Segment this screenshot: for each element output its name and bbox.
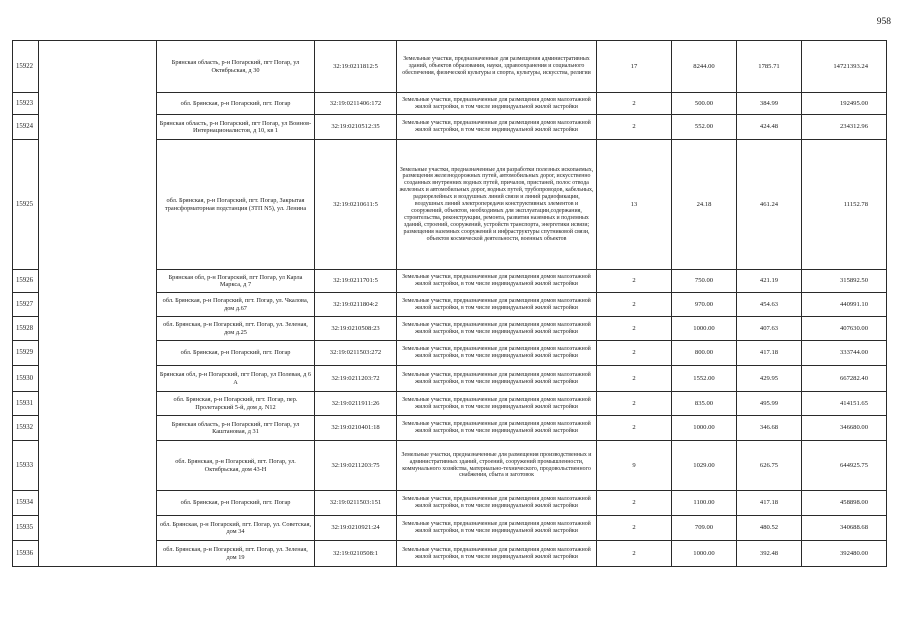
record-number: 15924	[13, 115, 39, 140]
address-cell: обл. Брянская, р-н Погарский, пгт. Погар, ул. Октябрьская, дом 43-Н	[157, 441, 315, 491]
gap-cell	[39, 441, 157, 491]
area-cell: 1029.00	[672, 441, 737, 491]
cadastral-number-cell: 32:19:0211203:75	[315, 441, 397, 491]
record-number: 15934	[13, 491, 39, 516]
cadastral-value-cell: 11152.78	[802, 140, 887, 270]
record-number: 15923	[13, 93, 39, 115]
land-use-cell: Земельные участки, предназначенные для размещения административных зданий, объектов образования, науки, здравоохранения и социального обеспечения, физической культуры и спорта, культуры, искусства, религии	[397, 41, 597, 93]
address-cell: обл. Брянская, р-н Погарский, пгт. Погар	[157, 341, 315, 366]
cadastral-value-cell: 340688.68	[802, 516, 887, 541]
cadastral-value-cell: 333744.00	[802, 341, 887, 366]
area-cell: 709.00	[672, 516, 737, 541]
use-group-cell: 17	[597, 41, 672, 93]
cadastral-number-cell: 32:19:0211812:5	[315, 41, 397, 93]
gap-cell	[39, 516, 157, 541]
cadastral-number-cell: 32:19:0211701:5	[315, 270, 397, 293]
use-group-cell: 2	[597, 270, 672, 293]
record-number: 15930	[13, 366, 39, 392]
table-row	[13, 366, 887, 392]
address-cell: обл. Брянская, р-н Погарский, пгт. Погар, Закрытая трансформаторная подстанция (ЗТП N5), ул. Ленина	[157, 140, 315, 270]
land-use-cell: Земельные участки, предназначенные для размещения домов малоэтажной жилой застройки, в том числе индивидуальной жилой застройки	[397, 115, 597, 140]
cadastral-value-cell: 346680.00	[802, 416, 887, 441]
table-row	[13, 392, 887, 416]
table-row	[13, 93, 887, 115]
specific-value-cell: 429.95	[737, 366, 802, 392]
use-group-cell: 2	[597, 541, 672, 567]
record-number: 15931	[13, 392, 39, 416]
land-use-cell: Земельные участки, предназначенные для размещения домов малоэтажной жилой застройки, в том числе индивидуальной жилой застройки	[397, 392, 597, 416]
gap-cell	[39, 115, 157, 140]
land-use-cell: Земельные участки, предназначенные для размещения домов малоэтажной жилой застройки, в том числе индивидуальной жилой застройки	[397, 516, 597, 541]
use-group-cell: 2	[597, 516, 672, 541]
table-row	[13, 491, 887, 516]
record-number: 15925	[13, 140, 39, 270]
specific-value-cell: 454.63	[737, 293, 802, 317]
use-group-cell: 2	[597, 293, 672, 317]
table-row	[13, 270, 887, 293]
area-cell: 835.00	[672, 392, 737, 416]
cadastral-value-cell: 458898.00	[802, 491, 887, 516]
cadastral-number-cell: 32:19:0210508:23	[315, 317, 397, 341]
gap-cell	[39, 93, 157, 115]
land-use-cell: Земельные участки, предназначенные для размещения домов малоэтажной жилой застройки, в том числе индивидуальной жилой застройки	[397, 341, 597, 366]
land-use-cell: Земельные участки, предназначенные для разработки полезных ископаемых, размещения железнодорожных путей, автомобильных дорог, искусственно созданных внутренних водных путей, причалов, пристаней, полос отвода железных и автомобильных дорог, водных путей, трубопроводов, кабельных, радиорелейных и воздушных линий связи и линий радиофикации, воздушных линий электропередачи конструктивных элементов и сооружений, объектов, необходимых для эксплуатации,содержания, строительства, реконструкции, ремонта, развития наземных и подземных зданий, строений, сооружений, устройств транспорта, энергетики исвязи; размещения наземных сооружений и инфраструктуры спутниковой связи, объектов космической деятельности, военных объектов	[397, 140, 597, 270]
gap-cell	[39, 541, 157, 567]
record-number: 15935	[13, 516, 39, 541]
area-cell: 970.00	[672, 293, 737, 317]
cadastral-number-cell: 32:19:0210508:1	[315, 541, 397, 567]
specific-value-cell: 384.99	[737, 93, 802, 115]
specific-value-cell: 417.18	[737, 491, 802, 516]
area-cell: 1000.00	[672, 416, 737, 441]
cadastral-value-cell: 644925.75	[802, 441, 887, 491]
area-cell: 500.00	[672, 93, 737, 115]
cadastral-register-table	[12, 40, 887, 567]
table-row	[13, 341, 887, 366]
address-cell: Брянская обл, р-н Погарский, пгт Погар, ул Карла Маркса, д 7	[157, 270, 315, 293]
land-use-cell: Земельные участки, предназначенные для размещения домов малоэтажной жилой застройки, в том числе индивидуальной жилой застройки	[397, 270, 597, 293]
record-number: 15933	[13, 441, 39, 491]
gap-cell	[39, 41, 157, 93]
specific-value-cell: 392.48	[737, 541, 802, 567]
use-group-cell: 2	[597, 341, 672, 366]
use-group-cell: 9	[597, 441, 672, 491]
area-cell: 1100.00	[672, 491, 737, 516]
area-cell: 1552.00	[672, 366, 737, 392]
area-cell: 552.00	[672, 115, 737, 140]
cadastral-value-cell: 392480.00	[802, 541, 887, 567]
gap-cell	[39, 317, 157, 341]
land-use-cell: Земельные участки, предназначенные для размещения производственных и административных зданий, строений, сооружений промышленности, коммунального хозяйства, материально-технического, продовольственного снабжения, сбыта и заготовок	[397, 441, 597, 491]
address-cell: обл. Брянская, р-н Погарский, пгт. Погар, ул. Зеленая, дом 19	[157, 541, 315, 567]
use-group-cell: 2	[597, 366, 672, 392]
table-row	[13, 541, 887, 567]
address-cell: обл. Брянская, р-н Погарский, пгт. Погар, ул. Советская, дом 34	[157, 516, 315, 541]
cadastral-number-cell: 32:19:0211804:2	[315, 293, 397, 317]
record-number: 15932	[13, 416, 39, 441]
use-group-cell: 2	[597, 93, 672, 115]
table-row	[13, 516, 887, 541]
land-use-cell: Земельные участки, предназначенные для размещения домов малоэтажной жилой застройки, в том числе индивидуальной жилой застройки	[397, 491, 597, 516]
gap-cell	[39, 491, 157, 516]
gap-cell	[39, 392, 157, 416]
gap-cell	[39, 293, 157, 317]
table-row	[13, 441, 887, 491]
area-cell: 8244.00	[672, 41, 737, 93]
area-cell: 750.00	[672, 270, 737, 293]
land-use-cell: Земельные участки, предназначенные для размещения домов малоэтажной жилой застройки, в том числе индивидуальной жилой застройки	[397, 317, 597, 341]
address-cell: обл. Брянская, р-н Погарский, пгт. Погар, ул. Чкалова, дом д.67	[157, 293, 315, 317]
cadastral-number-cell: 32:19:0211406:172	[315, 93, 397, 115]
record-number: 15926	[13, 270, 39, 293]
address-cell: Брянская область, р-н Погарский, пгт Погар, ул Каштановая, д 31	[157, 416, 315, 441]
cadastral-number-cell: 32:19:0210512:35	[315, 115, 397, 140]
land-use-cell: Земельные участки, предназначенные для размещения домов малоэтажной жилой застройки, в том числе индивидуальной жилой застройки	[397, 416, 597, 441]
record-number: 15927	[13, 293, 39, 317]
cadastral-value-cell: 192495.00	[802, 93, 887, 115]
page-number: 958	[876, 17, 891, 27]
table-row	[13, 115, 887, 140]
area-cell: 24.18	[672, 140, 737, 270]
cadastral-number-cell: 32:19:0211503:272	[315, 341, 397, 366]
cadastral-value-cell: 440991.10	[802, 293, 887, 317]
address-cell: обл. Брянская, р-н Погарский, пгт. Погар	[157, 491, 315, 516]
cadastral-value-cell: 234312.96	[802, 115, 887, 140]
specific-value-cell: 424.48	[737, 115, 802, 140]
cadastral-number-cell: 32:19:0211911:26	[315, 392, 397, 416]
use-group-cell: 2	[597, 317, 672, 341]
table-row	[13, 317, 887, 341]
cadastral-value-cell: 414151.65	[802, 392, 887, 416]
specific-value-cell: 626.75	[737, 441, 802, 491]
cadastral-value-cell: 315892.50	[802, 270, 887, 293]
specific-value-cell: 495.99	[737, 392, 802, 416]
table-row	[13, 416, 887, 441]
address-cell: обл. Брянская, р-н Погарский, пгт. Погар, пер. Пролетарский 5-й, дом д. N12	[157, 392, 315, 416]
gap-cell	[39, 270, 157, 293]
record-number: 15928	[13, 317, 39, 341]
cadastral-number-cell: 32:19:0210921:24	[315, 516, 397, 541]
table-row	[13, 140, 887, 270]
address-cell: Брянская область, р-н Погарский, пгт Погар, ул Воинов-Интернационалистов, д 10, кв 1	[157, 115, 315, 140]
address-cell: Брянская обл, р-н Погарский, пгт Погар, ул Полевая, д 6 А	[157, 366, 315, 392]
cadastral-value-cell: 667282.40	[802, 366, 887, 392]
cadastral-value-cell: 14721393.24	[802, 41, 887, 93]
address-cell: обл. Брянская, р-н Погарский, пгт. Погар	[157, 93, 315, 115]
use-group-cell: 13	[597, 140, 672, 270]
cadastral-value-cell: 407630.00	[802, 317, 887, 341]
use-group-cell: 2	[597, 115, 672, 140]
use-group-cell: 2	[597, 416, 672, 441]
use-group-cell: 2	[597, 392, 672, 416]
specific-value-cell: 1785.71	[737, 41, 802, 93]
specific-value-cell: 407.63	[737, 317, 802, 341]
land-use-cell: Земельные участки, предназначенные для размещения домов малоэтажной жилой застройки, в том числе индивидуальной жилой застройки	[397, 293, 597, 317]
address-cell: обл. Брянская, р-н Погарский, пгт. Погар, ул. Зеленая, дом д.25	[157, 317, 315, 341]
cadastral-number-cell: 32:19:0211203:72	[315, 366, 397, 392]
register-body	[13, 41, 887, 567]
specific-value-cell: 461.24	[737, 140, 802, 270]
land-use-cell: Земельные участки, предназначенные для размещения домов малоэтажной жилой застройки, в том числе индивидуальной жилой застройки	[397, 541, 597, 567]
area-cell: 800.00	[672, 341, 737, 366]
gap-cell	[39, 341, 157, 366]
land-use-cell: Земельные участки, предназначенные для размещения домов малоэтажной жилой застройки, в том числе индивидуальной жилой застройки	[397, 93, 597, 115]
specific-value-cell: 421.19	[737, 270, 802, 293]
cadastral-number-cell: 32:19:0210611:5	[315, 140, 397, 270]
gap-cell	[39, 416, 157, 441]
specific-value-cell: 346.68	[737, 416, 802, 441]
table-row	[13, 293, 887, 317]
specific-value-cell: 480.52	[737, 516, 802, 541]
area-cell: 1000.00	[672, 317, 737, 341]
area-cell: 1000.00	[672, 541, 737, 567]
use-group-cell: 2	[597, 491, 672, 516]
cadastral-number-cell: 32:19:0211503:151	[315, 491, 397, 516]
record-number: 15922	[13, 41, 39, 93]
record-number: 15929	[13, 341, 39, 366]
gap-cell	[39, 140, 157, 270]
table-row	[13, 41, 887, 93]
address-cell: Брянская область, р-н Погарский, пгт Погар, ул Октябрьская, д 30	[157, 41, 315, 93]
specific-value-cell: 417.18	[737, 341, 802, 366]
cadastral-number-cell: 32:19:0210401:18	[315, 416, 397, 441]
gap-cell	[39, 366, 157, 392]
record-number: 15936	[13, 541, 39, 567]
land-use-cell: Земельные участки, предназначенные для размещения домов малоэтажной жилой застройки, в том числе индивидуальной жилой застройки	[397, 366, 597, 392]
